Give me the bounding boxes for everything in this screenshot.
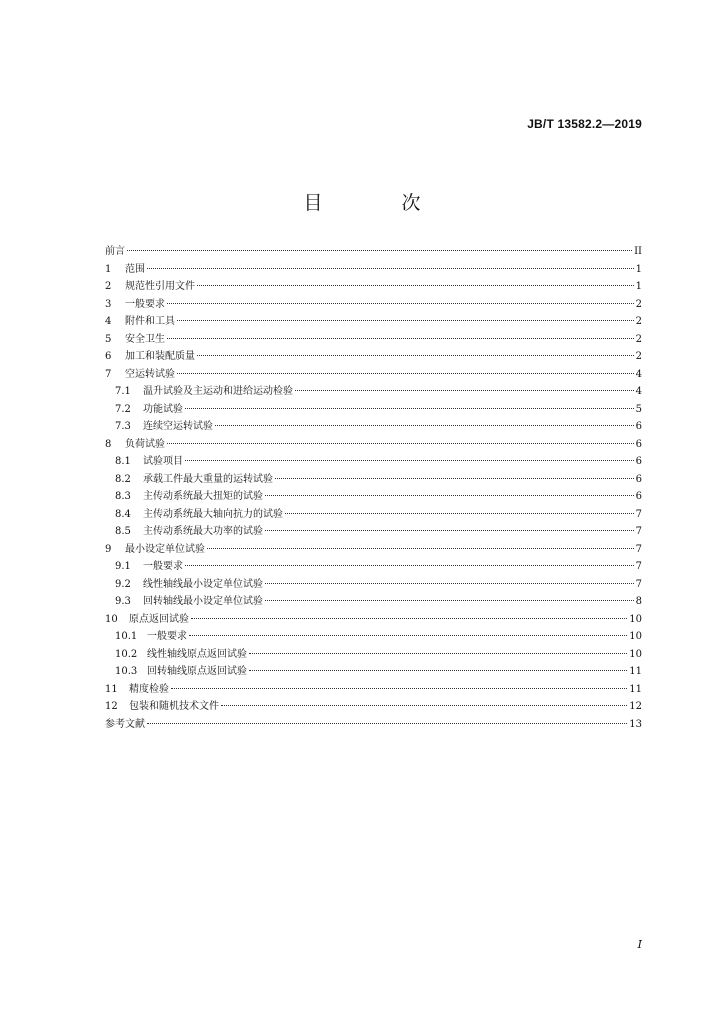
toc-entry-number: 6 <box>105 351 112 362</box>
toc-dot-leader <box>295 390 634 391</box>
toc-title: 目 次 <box>303 192 451 214</box>
toc-entry-number: 7.1 <box>115 386 131 397</box>
toc-entry[interactable] <box>105 698 642 716</box>
toc-entry[interactable] <box>105 663 642 681</box>
toc-dot-leader <box>185 565 634 566</box>
toc-entry[interactable] <box>105 471 642 489</box>
toc-entry-number: 8.5 <box>115 526 131 537</box>
toc-entry-number: 7.2 <box>115 403 131 415</box>
toc-entry-label: 参考文献 <box>105 718 145 730</box>
toc-entry-number: 9.2 <box>115 578 131 590</box>
toc-entry[interactable] <box>105 628 642 646</box>
toc-dot-leader <box>197 355 634 356</box>
toc-entry-page: 2 <box>635 316 642 327</box>
toc-entry-label: 线性轴线原点返回试验 <box>147 648 247 660</box>
toc-entry-page: 7 <box>635 508 642 520</box>
toc-dot-leader <box>167 338 634 339</box>
toc-entry-label: 规范性引用文件 <box>125 281 195 292</box>
toc-entry[interactable] <box>105 366 642 384</box>
toc-entry-page: 2 <box>635 298 642 310</box>
toc-entry-label: 范围 <box>125 263 145 275</box>
toc-dot-leader <box>265 495 634 496</box>
toc-entry-page: 8 <box>635 596 642 607</box>
toc-entry-label: 承载工件最大重量的运转试验 <box>143 473 273 485</box>
toc-entry[interactable] <box>105 488 642 506</box>
toc-entry[interactable] <box>105 576 642 594</box>
toc-dot-leader <box>177 320 634 321</box>
toc-entry-page: 4 <box>635 386 642 397</box>
toc-entry[interactable] <box>105 593 642 611</box>
toc-dot-leader <box>147 268 634 269</box>
toc-dot-leader <box>185 408 634 409</box>
toc-entry-label: 最小设定单位试验 <box>125 543 205 555</box>
toc-entry[interactable] <box>105 541 642 559</box>
toc-entry-page: 11 <box>629 666 642 677</box>
toc-entry-label: 包装和随机技术文件 <box>129 701 219 712</box>
toc-entry-label: 试验项目 <box>143 456 183 467</box>
toc-entry-page: 11 <box>629 683 642 695</box>
toc-entry-page: 1 <box>635 263 642 275</box>
toc-entry-number: 10.3 <box>115 666 138 677</box>
toc-dot-leader <box>265 530 634 531</box>
toc-dot-leader <box>249 670 627 671</box>
toc-entry[interactable] <box>105 418 642 436</box>
toc-entry-label: 一般要求 <box>147 631 187 642</box>
toc-entry-label: 原点返回试验 <box>129 613 189 625</box>
toc-dot-leader <box>197 285 634 286</box>
toc-entry-label: 一般要求 <box>125 298 165 310</box>
standard-number: JB/T 13582.2—2019 <box>527 117 642 131</box>
toc-entry-label: 精度检验 <box>129 683 169 695</box>
toc-entry-label: 负荷试验 <box>125 438 165 450</box>
toc-entry[interactable] <box>105 278 642 296</box>
toc-entry[interactable] <box>105 453 642 471</box>
toc-dot-leader <box>189 635 627 636</box>
table-of-contents <box>105 243 642 733</box>
toc-dot-leader <box>167 303 634 304</box>
toc-entry-number: 8.4 <box>115 508 131 520</box>
toc-dot-leader <box>185 460 634 461</box>
toc-dot-leader <box>171 688 627 689</box>
toc-entry-page: 7 <box>635 578 642 590</box>
toc-entry-page: 4 <box>635 368 642 380</box>
toc-entry-page: 7 <box>635 526 642 537</box>
toc-entry-number: 9.1 <box>115 561 131 572</box>
toc-entry-page: 1 <box>635 281 642 292</box>
toc-entry-label: 功能试验 <box>143 403 183 415</box>
toc-entry[interactable] <box>105 383 642 401</box>
toc-entry-number: 7 <box>105 368 112 380</box>
toc-entry-number: 10.2 <box>115 648 138 660</box>
toc-entry-number: 10.1 <box>115 631 138 642</box>
toc-entry-page: 2 <box>635 351 642 362</box>
toc-entry-label: 温升试验及主运动和进给运动检验 <box>143 386 293 397</box>
toc-dot-leader <box>177 373 634 374</box>
toc-entry-number: 9 <box>105 543 112 555</box>
toc-entry-label: 前言 <box>105 246 125 257</box>
toc-entry-number: 8.3 <box>115 491 131 502</box>
toc-entry-page: II <box>634 246 642 257</box>
toc-dot-leader <box>147 723 627 724</box>
toc-entry-page: 10 <box>629 613 642 625</box>
toc-entry-page: 6 <box>635 438 642 450</box>
toc-entry[interactable] <box>105 523 642 541</box>
toc-dot-leader <box>265 583 634 584</box>
toc-entry-number: 7.3 <box>115 421 131 432</box>
toc-entry-label: 主传动系统最大功率的试验 <box>143 526 263 537</box>
toc-entry-number: 2 <box>105 281 112 292</box>
toc-entry-label: 线性轴线最小设定单位试验 <box>143 578 263 590</box>
toc-dot-leader <box>207 548 634 549</box>
toc-entry[interactable] <box>105 646 642 664</box>
footer-page-number: I <box>637 938 642 951</box>
toc-entry[interactable] <box>105 401 642 419</box>
toc-entry[interactable] <box>105 243 642 261</box>
toc-entry[interactable] <box>105 331 642 349</box>
toc-entry-page: 7 <box>635 543 642 555</box>
toc-entry-number: 8 <box>105 438 112 450</box>
toc-entry-number: 11 <box>105 683 118 695</box>
toc-entry-label: 主传动系统最大扭矩的试验 <box>143 491 263 502</box>
toc-dot-leader <box>127 250 632 251</box>
toc-entry-label: 回转轴线原点返回试验 <box>147 666 247 677</box>
toc-entry-number: 12 <box>105 701 118 712</box>
toc-entry-page: 7 <box>635 561 642 572</box>
toc-dot-leader <box>215 425 634 426</box>
toc-entry[interactable] <box>105 436 642 454</box>
toc-entry-number: 3 <box>105 298 112 310</box>
toc-entry-number: 9.3 <box>115 596 131 607</box>
toc-entry-page: 6 <box>635 473 642 485</box>
toc-entry[interactable] <box>105 716 642 734</box>
toc-dot-leader <box>191 618 627 619</box>
toc-entry-page: 6 <box>635 456 642 467</box>
toc-entry-page: 10 <box>629 631 642 642</box>
toc-entry-label: 主传动系统最大轴向抗力的试验 <box>143 508 283 520</box>
toc-dot-leader <box>285 513 634 514</box>
toc-entry-number: 10 <box>105 613 118 625</box>
toc-entry-page: 10 <box>629 648 642 660</box>
toc-entry-page: 12 <box>629 701 642 712</box>
toc-entry-label: 连续空运转试验 <box>143 421 213 432</box>
toc-entry-label: 一般要求 <box>143 561 183 572</box>
toc-dot-leader <box>249 653 627 654</box>
toc-entry-number: 5 <box>105 333 112 345</box>
toc-dot-leader <box>265 600 634 601</box>
toc-entry[interactable] <box>105 261 642 279</box>
toc-entry-number: 8.2 <box>115 473 131 485</box>
toc-entry[interactable] <box>105 558 642 576</box>
toc-entry-label: 回转轴线最小设定单位试验 <box>143 596 263 607</box>
toc-entry-page: 6 <box>635 491 642 502</box>
toc-entry-label: 空运转试验 <box>125 368 175 380</box>
toc-dot-leader <box>167 443 634 444</box>
toc-entry-label: 加工和装配质量 <box>125 351 195 362</box>
toc-entry[interactable] <box>105 348 642 366</box>
toc-entry-number: 8.1 <box>115 456 131 467</box>
toc-entry-label: 安全卫生 <box>125 333 165 345</box>
toc-entry-page: 6 <box>635 421 642 432</box>
toc-entry-page: 5 <box>635 403 642 415</box>
toc-entry-number: 1 <box>105 263 112 275</box>
toc-entry[interactable] <box>105 681 642 699</box>
toc-dot-leader <box>221 705 627 706</box>
toc-entry-page: 13 <box>629 718 642 730</box>
toc-dot-leader <box>275 478 634 479</box>
toc-entry-page: 2 <box>635 333 642 345</box>
toc-entry[interactable] <box>105 506 642 524</box>
toc-entry[interactable] <box>105 296 642 314</box>
toc-entry-number: 4 <box>105 316 112 327</box>
toc-entry[interactable] <box>105 313 642 331</box>
toc-entry[interactable] <box>105 611 642 629</box>
toc-entry-label: 附件和工具 <box>125 316 175 327</box>
